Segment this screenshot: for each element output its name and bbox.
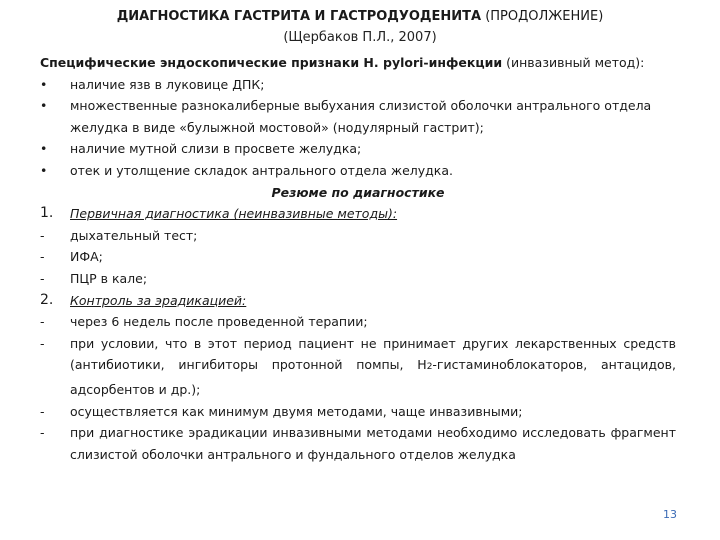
- list-item: [40, 311, 676, 333]
- numbered-section-1: [40, 203, 676, 225]
- item-text: ПЦР в кале;: [70, 270, 148, 286]
- section-heading: [40, 52, 676, 74]
- bullet-mark: •: [40, 76, 48, 92]
- dash-mark: -: [40, 403, 45, 419]
- list-item: [40, 95, 676, 138]
- bullet-text: множественные разнокалиберные выбухания слизистой оболочки антрального отдела желудка в виде «булыжной мостовой» (нодулярный гастрит);: [70, 98, 652, 135]
- list-item: [40, 138, 676, 160]
- item-text: осуществляется как минимум двумя методами, чаще инвазивными;: [70, 403, 523, 419]
- item-text: [70, 333, 676, 401]
- bullet-mark: •: [40, 162, 48, 178]
- list-item: [40, 422, 676, 465]
- subscript: 2: [426, 362, 433, 373]
- page-number: 13: [663, 508, 677, 521]
- bullet-mark: •: [40, 141, 48, 157]
- list-item: [40, 225, 676, 247]
- heading-bold: Специфические эндоскопические признаки H. pylori-инфекции: [40, 55, 503, 70]
- list-item: [40, 333, 676, 401]
- content-body: [40, 52, 676, 465]
- bullet-text: наличие язв в луковице ДПК;: [70, 76, 265, 92]
- bullet-text: отек и утолщение складок антрального отдела желудка.: [70, 162, 453, 178]
- item-text: через 6 недель после проведенной терапии;: [70, 314, 368, 330]
- item-text: дыхательный тест;: [70, 227, 198, 243]
- list-item: [40, 268, 676, 290]
- slide-subtitle: (Щербаков П.Л., 2007): [283, 30, 437, 45]
- list-item: [40, 246, 676, 268]
- dash-mark: -: [40, 270, 45, 286]
- numbered-section-2: [40, 290, 676, 312]
- section-title: Контроль за эрадикацией:: [70, 292, 247, 308]
- heading-normal: (инвазивный метод):: [502, 55, 645, 70]
- section-number: 1.: [40, 205, 54, 222]
- item-text: при диагностике эрадикации инвазивными методами необходимо исследовать фрагмент слизистой оболочки антрального и фундального отделов желудка: [70, 425, 676, 462]
- title-bold: ДИАГНОСТИКА ГАСТРИТА И ГАСТРОДУОДЕНИТА: [116, 9, 482, 24]
- section-number: 2.: [40, 291, 54, 308]
- title-normal: (ПРОДОЛЖЕНИЕ): [481, 9, 604, 24]
- item-text-part: -гистаминоблокаторов, антацидов, адсорбентов и др.);: [70, 357, 677, 397]
- list-item: [40, 74, 676, 96]
- dash-mark: -: [40, 249, 45, 265]
- summary-title: Резюме по диагностике: [271, 184, 445, 200]
- item-text-part: при условии, что в этот период пациент не принимает других лекарственных средств (антибиотики, ингибиторы протонной помпы, H: [70, 335, 676, 373]
- list-item: [40, 160, 676, 182]
- dash-mark: -: [40, 425, 45, 441]
- dash-mark: -: [40, 335, 45, 351]
- dash-mark: -: [40, 314, 45, 330]
- bullet-mark: •: [40, 98, 48, 114]
- dash-mark: -: [40, 227, 45, 243]
- section-title: Первичная диагностика (неинвазивные методы):: [70, 206, 398, 222]
- item-text: ИФА;: [70, 249, 103, 265]
- list-item: [40, 401, 676, 423]
- slide-title: [0, 7, 720, 27]
- bullet-text: наличие мутной слизи в просвете желудка;: [70, 141, 362, 157]
